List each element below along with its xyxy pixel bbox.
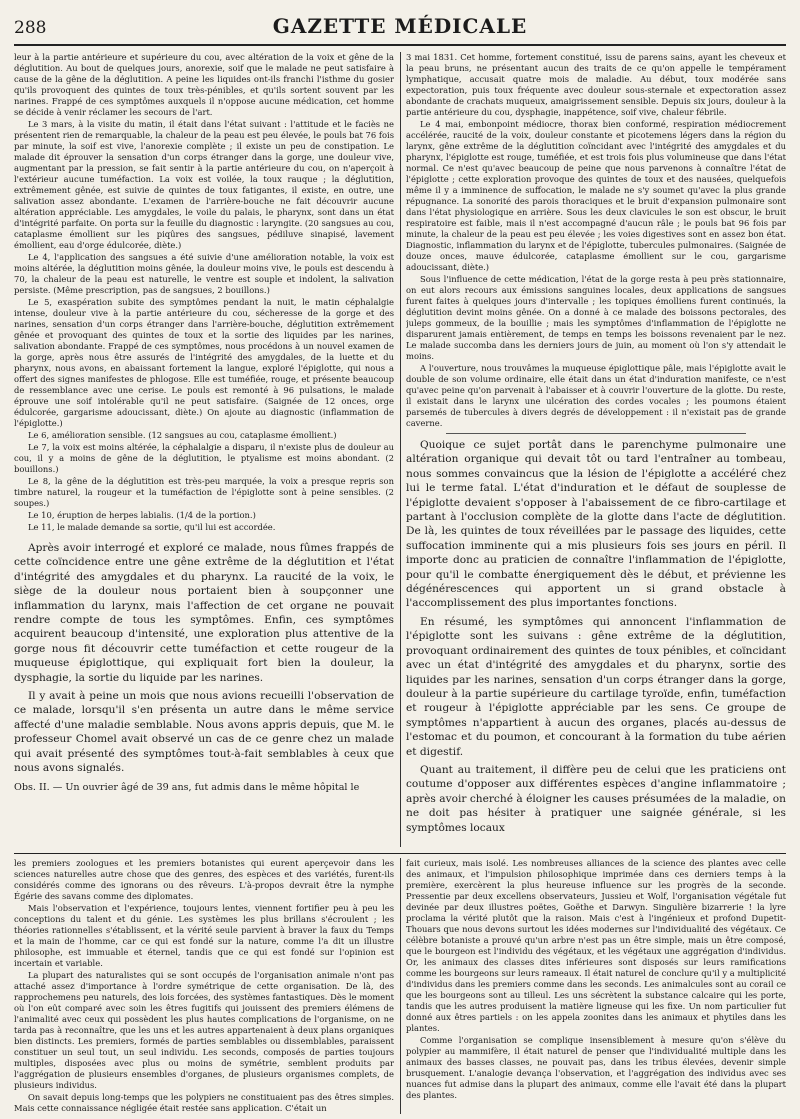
column-divider-bottom <box>400 858 401 1114</box>
commentary-paragraph: Quant au traitement, il diffère peu de celui que les praticiens ont coutume d'opposer aux différentes espèces d'angine inflammatoire ; après avoir cherché à éloigner les causes présumées de la maladie, on ne doit pas hésiter à pratiquer une saignée générale, si les symptômes locaux <box>406 763 786 834</box>
case-note: A l'ouverture, nous trouvâmes la muqueuse épiglottique pâle, mais l'épiglotte avait le double de son volume ordinaire, elle était dans un état d'induration manifeste, ce n'est qu'avec peine qu'on parvenait à l'abaisser et à couvrir l'ouverture de la glotte. Du reste, il existait dans le larynx une ulcération des cordes vocales ; les poumons étaient parsemés de tubercules à divers degrés de développement : il n'existait pas de grande caverne. <box>406 363 786 428</box>
commentary-paragraph: En résumé, les symptômes qui annoncent l'inflammation de l'épiglotte sont les suivans : gêne extrême de la déglutition, provoquant ordinairement des quintes de toux pénibles, et coïncidant avec un état d'intégrité des amygdales et du pharynx, sortie des liquides par les narines, sensation d'un corps étranger dans la gorge, douleur à la partie supérieure du cartilage tyroïde, enfin, tuméfaction et rougeur à l'épiglotte appréciable par les sens. Ce groupe de symptômes n'appartient à aucun des organes, placés au-dessus de l'estomac et du poumon, et concourant à la formation du tube aérien et digestif. <box>406 615 786 758</box>
commentary-left <box>14 541 394 776</box>
feuilleton-paragraph: Comme l'organisation se complique insensiblement à mesure qu'on s'élève du polypier au mammifère, il était naturel de penser que l'individualité multiple dans les animaux des basses classes, ne pouvait pas, dans les tribus élevées, devenir simple brusquement. L'analogie devança l'observation, et l'aggrégation des individus avec ses nuances fut admise dans la plupart des animaux, comme elle l'avait été dans la plupart des plantes. <box>406 1035 786 1100</box>
journal-title: GAZETTE MÉDICALE <box>272 14 528 38</box>
case-note: leur à la partie antérieure et supérieure du cou, avec altération de la voix et gêne de la déglutition. Au bout de quelques jours, anorexie, soif que le malade ne peut satisfaire à cause de la gêne de la déglutition. A peine les liquides ont-ils franchi l'isthme du gosier qu'ils provoquent des quintes de toux très-pénibles, et qu'ils sortent souvent par les narines. Frappé de ces symptômes auxquels il n'oppose aucune médication, cet homme se décide à venir réclamer les secours de l'art. <box>14 52 394 117</box>
commentary-paragraph: Quoique ce sujet portât dans le parenchyme pulmonaire une altération organique qui devait tôt ou tard l'entraîner au tombeau, nous sommes convaincus que la lésion de l'épiglotte a accéléré chez lui le terme fatal. L'état d'induration et le défaut de souplesse de l'épiglotte devaient s'opposer à l'abaissement de ce fibro-cartilage et partant à l'occlusion complète de la glotte dans l'acte de déglutition. De là, les quintes de toux réveillées par le passage des liquides, cette suffocation imminente qui a mis plusieurs fois ses jours en péril. Il importe donc au praticien de connaître l'inflammation de l'épiglotte, pour qu'il le combatte énergiquement dès le début, et prévienne les dégénérescences qui apportent un si grand obstacle à l'accomplissement des plus importantes fonctions. <box>406 439 786 610</box>
feuilleton-paragraph: les premiers zoologues et les premiers botanistes qui eurent aperçevoir dans les sciences naturelles autre chose que des genres, des espèces et des variétés, furent-ils considérés comme des ignorans ou des rêveurs. L'à-propos devrait être la nymphe Égérie des savans comme des diplomates. <box>14 858 394 901</box>
case-note: Le 11, le malade demande sa sortie, qu'il lui est accordée. <box>28 522 276 532</box>
page-header <box>14 12 786 46</box>
commentary-paragraph: Il y avait à peine un mois que nous avions recueilli l'observation de ce malade, lorsqu'il s'en présenta un autre dans le même service affecté d'une maladie semblable. Nous avons appris depuis, que M. le professeur Chomel avait observé un cas de ce genre chez un malade qui avait présenté des symptômes tout-à-fait semblables à ceux que nous avons signalés. <box>14 690 394 775</box>
page-number: 288 <box>14 18 47 38</box>
feuilleton-rule <box>14 853 786 854</box>
column-divider-top <box>400 52 401 847</box>
case-note: Le 4, l'application des sangsues a été suivie d'une amélioration notable, la voix est moins altérée, la déglutition moins gênée, la douleur moins vive, le pouls est descendu à 70, la chaleur de la peau est naturelle, le ventre est souple et indolent, la salivation persiste. (Même prescription, pas de sangsues, 2 bouillons.) <box>14 252 394 295</box>
case-note: Sous l'influence de cette médication, l'état de la gorge resta à peu près stationnaire, on eut alors recours aux émissions sanguines locales, deux applications de sangsues furent faites à quelques jours d'intervalle ; les topiques émolliens furent continués, la déglutition devint moins gênée. On a donné à ce malade des boissons pectorales, des juleps gommeux, de la bouillie ; mais les symptômes d'inflammation de l'épiglotte ne disparurent jamais entièrement, de temps en temps les boissons revenaient par le nez. Le malade succomba dans les derniers jours de juin, au moment où l'on s'y attendait le moins. <box>406 274 786 361</box>
feuilleton-paragraph: Mais l'observation et l'expérience, toujours lentes, viennent fortifier peu à peu les conceptions du talent et du génie. Les systèmes les plus brillans s'écroulent ; les théories rationnelles s'établissent, et la vérité seule parvient à braver la faux du Temps et la main de l'homme, car ce qui est fondé sur la nature, comme l'a dit un illustre philosophe, est immuable et éternel, tandis que ce qui est fondé sur l'opinion est incertain et variable. <box>14 903 394 968</box>
commentary-right <box>406 438 786 835</box>
feuilleton-paragraph: fait curieux, mais isolé. Les nombreuses alliances de la science des plantes avec celle des animaux, et l'impulsion philosophique imprimée dans ces derniers temps à la première, exercèrent la plus heureuse influence sur les progrès de la seconde. Pressentie par deux excellens observateurs, Jussieu et Wolf, l'organisation végétale fut devinée par deux illustres poëtes, Goëthe et Darwyn. Singulière bizarrerie ! la lyre proclama la vérité plutôt que la raison. Mais c'est à l'ingénieux et profond Dupetit-Thouars que nous devons surtout les idées modernes sur l'individualité des végétaux. Ce célèbre botaniste a prouvé qu'un arbre n'est pas un être simple, mais un être composé, que le bourgeon est l'individu des végétaux, et les végétaux une aggrégation d'individus. Or, les animaux des classes dites inférieures sont disposés sur leurs ramifications comme les bourgeons sur leurs rameaux. Il était naturel de conclure qu'il y a multiplicité d'individus dans les premiers comme dans les seconds. Les animalcules sont au corail ce que les bourgeons sont au tilleul. Les uns sécrètent la substance calcaire qui les porte, tandis que les autres produisent la matière ligneuse qui les fixe. Un nom particulier fut donné aux êtres partiels : on les appela zoonites dans les animaux et phytiles dans les plantes. <box>406 858 786 1033</box>
case-note: Le 4 mai, embonpoint médiocre, thorax bien conformé, respiration médiocrement accélérée, raucité de la voix, douleur constante et picotemens légers dans la région du larynx, gêne extrême de la déglutition coïncidant avec l'intégrité des amygdales et du pharynx, l'épiglotte est rouge, tuméfiée, et est trois fois plus volumineuse que dans l'état normal. Ce n'est qu'avec beaucoup de peine que nous parvenons à connaître l'état de l'épiglotte ; cette exploration provoque des quintes de toux et des nausées, quelquefois même il y a imminence de suffocation, le malade ne s'y soumet qu'avec la plus grande répugnance. La sonorité des parois thoraciques et le bruit d'expansion pulmonaire sont dans l'état physiologique en arrière. Sous les deux clavicules le son est obscur, le bruit respiratoire est faible, mais il n'est accompagné d'aucun râle ; le pouls bat 96 fois par minute, la chaleur de la peau est peu élevée ; les voies digestives sont en assez bon état. Diagnostic, inflammation du larynx et de l'épiglotte, tubercules pulmonaires. (Saignée de douze onces, mauve édulcorée, cataplasme émollient sur le cou, gargarisme adoucissant, diète.) <box>406 119 786 272</box>
case-note: Le 8, la gêne de la déglutition est très-peu marquée, la voix a presque repris son timbre naturel, la rougeur et la tuméfaction de l'épiglotte sont à peine sensibles. (2 soupes.) <box>14 476 394 508</box>
top-left-column <box>14 52 394 847</box>
case-note: Le 6, amélioration sensible. (12 sangsues au cou, cataplasme émollient.) <box>28 430 337 440</box>
top-right-column <box>406 52 786 847</box>
case-notes-obs-1 <box>14 52 394 533</box>
section-separator <box>446 433 746 434</box>
bottom-right-column <box>406 858 786 1114</box>
case-notes-obs-2 <box>406 52 786 429</box>
feuilleton-paragraph: On savait depuis long-temps que les polypiers ne constituaient pas des êtres simples. Mais cette connaissance négligée était restée sans application. C'était un <box>14 1092 394 1113</box>
bottom-left-column <box>14 858 394 1114</box>
case-note: Le 7, la voix est moins altérée, la céphalalgie a disparu, il n'existe plus de douleur au cou, il y a moins de gêne de la déglutition, le ptyalisme est moins abondant. (2 bouillons.) <box>14 442 394 474</box>
observation-heading: Obs. II. — Un ouvrier âgé de 39 ans, fut admis dans le même hôpital le <box>14 781 360 793</box>
case-note: 3 mai 1831. Cet homme, fortement constitué, issu de parens sains, ayant les cheveux et la peau bruns, ne présentant aucun des traits de ce qu'on appelle le tempérament lymphatique, accusait quatre mois de maladie. Au début, toux modérée sans expectoration, puis toux fréquente avec douleur sous-sternale et expectoration assez abondante de crachats muqueux, amaigrissement sensible. Depuis six jours, douleur à la partie antérieure du cou, dysphagie, inappétence, soif vive, chaleur fébrile. <box>406 52 786 117</box>
commentary-paragraph: Après avoir interrogé et exploré ce malade, nous fûmes frappés de cette coïncidence entre une gêne extrême de la déglutition et l'état d'intégrité des amygdales et du pharynx. La raucité de la voix, le siège de la douleur nous portaient bien à soupçonner une inflammation du larynx, mais l'affection de cet organe ne pouvait rendre compte de tous les symptômes. Enfin, ces symptômes acquirent beaucoup d'intensité, une exploration plus attentive de la gorge nous fit découvrir cette tuméfaction et cette rougeur de la muqueuse épiglottique, qui expliquait fort bien la douleur, la dysphagie, la sortie du liquide par les narines. <box>14 542 394 684</box>
case-note: Le 5, exaspération subite des symptômes pendant la nuit, le matin céphalalgie intense, douleur vive à la partie antérieure du cou, sécheresse de la gorge et des narines, sensation d'un corps étranger dans l'arrière-bouche, déglutition extrêmement gênée et provoquant des quintes de toux et la sortie des liquides par les narines, salivation abondante. Frappé de ces symptômes, nous procédons à un nouvel examen de la gorge, après nous être assurés de l'intégrité des amygdales, de la luette et du pharynx, nous avons, en abaissant fortement la langue, exploré l'épiglotte, qui nous a offert des signes manifestes de phlogose. Elle est tuméfiée, rouge, et présente beaucoup de ressemblance avec une cerise. Le pouls est remonté à 96 pulsations, le malade éprouve une soif intolérable qu'il ne peut satisfaire. (Saignée de 12 onces, orge édulcorée, gargarisme adoucissant, diète.) On ajoute au diagnostic (inflammation de l'épiglotte.) <box>14 297 394 428</box>
feuilleton-paragraph: La plupart des naturalistes qui se sont occupés de l'organisation animale n'ont pas attaché assez d'importance à l'ordre symétrique de cette organisation. De là, des rapprochemens peu naturels, des lois forcées, des systèmes fantastiques. Dès le moment où l'on eût comparé avec soin les êtres fugitifs qui jouissent des premiers élémens de l'animalité avec ceux qui possèdent les plus hautes complications de l'organisme, on ne tarda pas à reconnaître, que les uns et les autres appartenaient à deux plans organiques bien distincts. Les premiers, formés de parties semblables ou dissemblables, paraissent constituer un seul tout, un seul individu. Les seconds, composés de parties toujours multiples, disposées avec plus ou moins de symétrie, semblent produits par l'aggrégation de plusieurs ensembles d'organes, de plusieurs organismes complets, de plusieurs individus. <box>14 970 394 1090</box>
case-note: Le 3 mars, à la visite du matin, il était dans l'état suivant : l'attitude et le faciès ne présentent rien de remarquable, la chaleur de la peau est peu élevée, le pouls bat 76 fois par minute, la soif est vive, l'anorexie complète ; il existe un peu de constipation. Le malade dit éprouver la sensation d'un corps étranger dans la gorge, une douleur vive, augmentant par la pression, se fait sentir à la partie antérieure du cou, on n'aperçoit à l'extérieur aucune tuméfaction. La voix est voilée, la toux rauque ; la déglutition, extrêmement gênée, est suivie de quintes de toux fatigantes, il existe, en outre, une salivation assez abondante. L'examen de l'arrière-bouche ne fait découvrir aucune altération appréciable. Les amygdales, le voile du palais, le pharynx, sont dans un état d'intégrité parfaite. On porta sur la feuille du diagnostic : laryngite. (20 sangsues au cou, cataplasme émollient sur les piqûres des sangsues, pédiluve sinapisé, lavement émollient, eau d'orge édulcorée, diète.) <box>14 119 394 250</box>
case-note: Le 10, éruption de herpes labialis. (1/4 de la portion.) <box>28 510 256 520</box>
